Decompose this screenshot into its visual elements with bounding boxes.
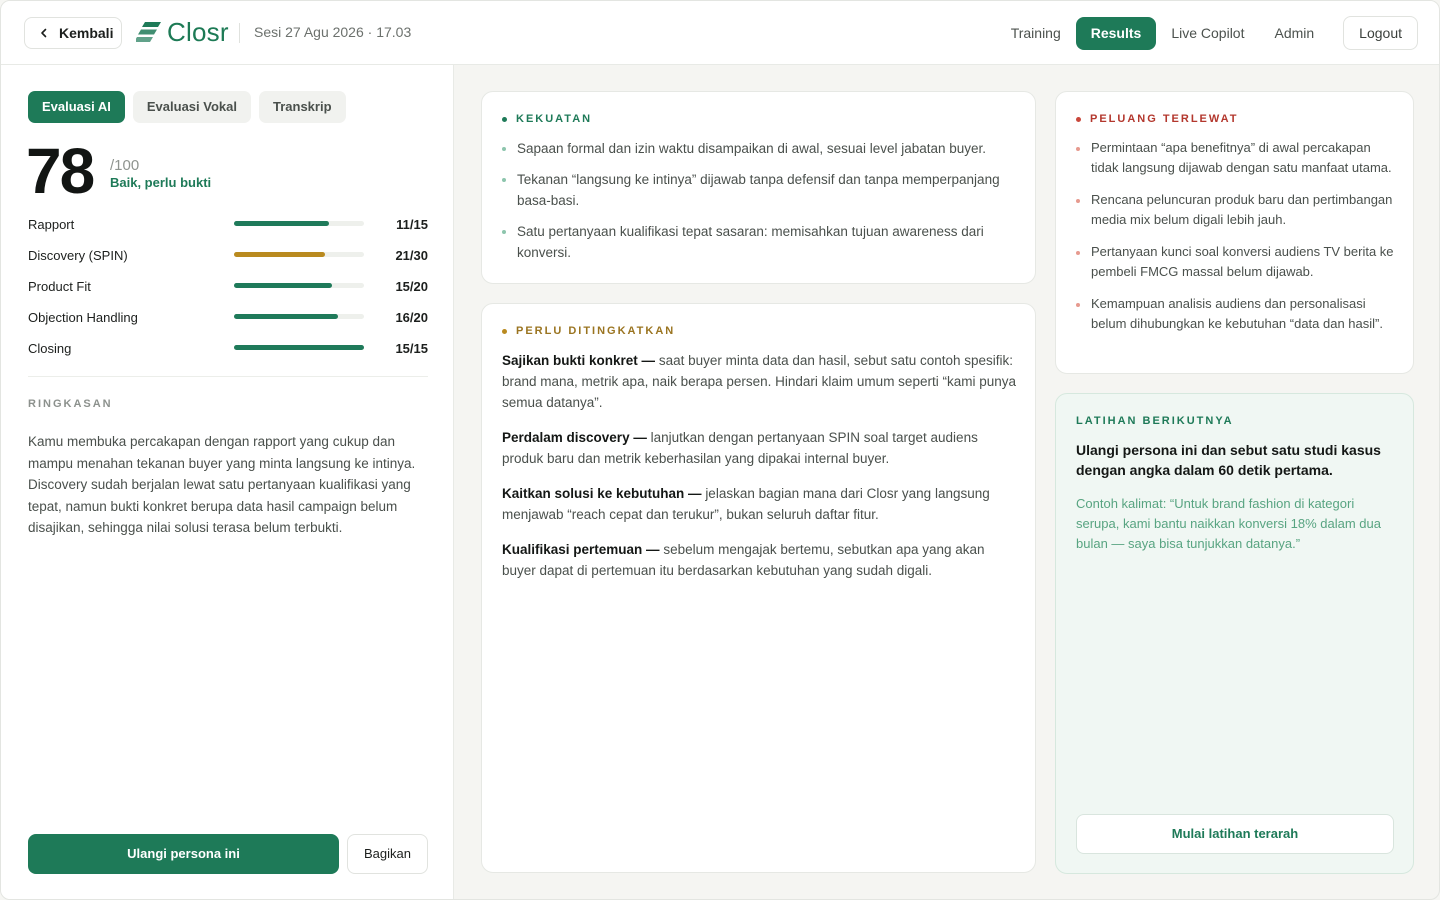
metric-bar bbox=[234, 283, 364, 288]
item-text: jelaskan bagian mana dari Closr yang langsung menjawab “reach cepat dan terukur”, bukan seluruh daftar fitur. bbox=[502, 486, 990, 522]
item-text: saat buyer minta data dan hasil, sebut satu contoh spesifik: brand mana, metrik apa, naik berapa persen. Hindari klaim umum seperti “kami punya semua datanya”. bbox=[502, 353, 1016, 410]
nav-live-copilot[interactable]: Live Copilot bbox=[1171, 24, 1245, 41]
strengths-list bbox=[502, 138, 1018, 273]
divider bbox=[28, 376, 428, 377]
metric-bar bbox=[234, 221, 364, 226]
metric-value: 11/15 bbox=[396, 217, 428, 232]
logo-text: Closr bbox=[167, 17, 229, 47]
metric-bar bbox=[234, 314, 364, 319]
next-practice-card bbox=[1055, 393, 1414, 874]
metric-bar bbox=[234, 252, 364, 257]
improvements-title bbox=[502, 325, 675, 337]
strengths-card bbox=[481, 91, 1036, 284]
list-item: Tekanan “langsung ke intinya” dijawab tanpa defensif dan tanpa memperpanjang basa-basi. bbox=[502, 169, 1018, 211]
item-heading: Sajikan bukti konkret — bbox=[502, 353, 656, 368]
metric-row bbox=[28, 214, 428, 245]
metric-bar-fill bbox=[234, 221, 329, 226]
summary-label: RINGKASAN bbox=[28, 398, 113, 410]
metric-label: Product Fit bbox=[28, 279, 91, 294]
list-item: Sapaan formal dan izin waktu disampaikan di awal, sesuai level jabatan buyer. bbox=[502, 138, 1018, 159]
missed-opportunities-card bbox=[1055, 91, 1414, 374]
list-item bbox=[502, 483, 1020, 525]
score-max: /100 bbox=[110, 157, 140, 174]
header-divider bbox=[239, 23, 240, 43]
top-header bbox=[1, 1, 1440, 65]
chevron-left-icon bbox=[39, 28, 49, 38]
tab-evaluasi-vokal[interactable]: Evaluasi Vokal bbox=[133, 91, 251, 123]
score-verdict: Baik, perlu bukti bbox=[110, 175, 212, 190]
nav-results[interactable]: Results bbox=[1076, 17, 1157, 50]
metric-bar-fill bbox=[234, 345, 364, 350]
metric-label: Objection Handling bbox=[28, 310, 138, 325]
total-score: 78 bbox=[26, 135, 94, 207]
evaluation-tabs bbox=[28, 91, 346, 123]
session-info: Sesi 27 Agu 2026 · 17.03 bbox=[254, 24, 412, 40]
list-item bbox=[502, 539, 1020, 581]
main-nav bbox=[996, 16, 1418, 50]
retry-persona-button[interactable]: Ulangi persona ini bbox=[28, 834, 339, 874]
metric-label: Rapport bbox=[28, 217, 75, 232]
metric-value: 21/30 bbox=[395, 248, 428, 263]
metric-row bbox=[28, 307, 428, 338]
tab-transkrip[interactable]: Transkrip bbox=[259, 91, 346, 123]
list-item bbox=[502, 350, 1020, 413]
back-label: Kembali bbox=[59, 25, 114, 41]
missed-list bbox=[1076, 138, 1396, 346]
item-heading: Kualifikasi pertemuan — bbox=[502, 542, 660, 557]
metric-row bbox=[28, 276, 428, 307]
metric-value: 16/20 bbox=[395, 310, 428, 325]
metric-value: 15/20 bbox=[395, 279, 428, 294]
logo bbox=[136, 18, 229, 46]
list-item: Permintaan “apa benefitnya” di awal percakapan tidak langsung dijawab dengan satu manfaat utama. bbox=[1076, 138, 1396, 178]
list-item: Pertanyaan kunci soal konversi audiens TV berita ke pembeli FMCG massal belum dijawab. bbox=[1076, 242, 1396, 282]
item-text: lanjutkan dengan pertanyaan SPIN soal target audiens produk baru dan metrik keberhasilan yang dipakai internal buyer. bbox=[502, 430, 978, 466]
metric-bar-fill bbox=[234, 252, 325, 257]
item-text: sebelum mengajak bertemu, sebutkan apa yang akan buyer dapat di pertemuan itu berdasarkan kebutuhan yang sudah digali. bbox=[502, 542, 985, 578]
metric-value: 15/15 bbox=[395, 341, 428, 356]
bullet-dot-icon bbox=[502, 117, 507, 122]
list-item: Satu pertanyaan kualifikasi tepat sasaran: memisahkan tujuan awareness dari konversi. bbox=[502, 221, 1018, 263]
list-item bbox=[502, 427, 1020, 469]
missed-title-text: PELUANG TERLEWAT bbox=[1090, 113, 1239, 125]
missed-title bbox=[1076, 113, 1239, 125]
nav-admin[interactable]: Admin bbox=[1274, 24, 1315, 41]
closr-logo-icon bbox=[136, 20, 162, 44]
practice-title: LATIHAN BERIKUTNYA bbox=[1076, 415, 1234, 427]
practice-heading: Ulangi persona ini dan sebut satu studi kasus dengan angka dalam 60 detik pertama. bbox=[1076, 442, 1381, 478]
metric-list bbox=[28, 214, 428, 369]
improvements-title-text: PERLU DITINGKATKAN bbox=[516, 325, 676, 337]
practice-example: Contoh kalimat: “Untuk brand fashion di kategori serupa, kami bantu naikkan konversi 18% dalam dua bulan — saya bisa tunjukkan datanya.” bbox=[1076, 496, 1381, 551]
tab-evaluasi-ai[interactable]: Evaluasi AI bbox=[28, 91, 125, 123]
improvements-card bbox=[481, 303, 1036, 873]
strengths-title bbox=[502, 113, 592, 125]
bullet-dot-icon bbox=[502, 329, 507, 334]
start-guided-practice-button[interactable]: Mulai latihan terarah bbox=[1076, 814, 1394, 854]
bullet-dot-icon bbox=[1076, 117, 1081, 122]
logout-button[interactable]: Logout bbox=[1343, 16, 1418, 50]
summary-text: Kamu membuka percakapan dengan rapport yang cukup dan mampu menahan tekanan buyer yang minta langsung ke intinya. Discovery sudah berjalan lewat satu pertanyaan kualifikasi yang tepat, namun bukti konkret berupa data hasil campaign belum disajikan, sehingga nilai solusi terasa belum terbukti. bbox=[28, 434, 416, 535]
metric-bar-fill bbox=[234, 314, 338, 319]
metric-label: Discovery (SPIN) bbox=[28, 248, 128, 263]
strengths-title-text: KEKUATAN bbox=[516, 113, 593, 125]
metric-row bbox=[28, 338, 428, 369]
back-button[interactable] bbox=[24, 17, 122, 49]
metric-label: Closing bbox=[28, 341, 72, 356]
share-button[interactable]: Bagikan bbox=[347, 834, 428, 874]
nav-training[interactable]: Training bbox=[1010, 24, 1061, 41]
item-heading: Perdalam discovery — bbox=[502, 430, 647, 445]
metric-bar-fill bbox=[234, 283, 332, 288]
metric-bar bbox=[234, 345, 364, 350]
item-heading: Kaitkan solusi ke kebutuhan — bbox=[502, 486, 702, 501]
score-panel bbox=[1, 65, 454, 900]
list-item: Rencana peluncuran produk baru dan pertimbangan media mix belum digali lebih jauh. bbox=[1076, 190, 1396, 230]
list-item: Kemampuan analisis audiens dan personalisasi belum dihubungkan ke kebutuhan “data dan hasil”. bbox=[1076, 294, 1396, 334]
metric-row bbox=[28, 245, 428, 276]
improvements-list bbox=[502, 350, 1020, 595]
